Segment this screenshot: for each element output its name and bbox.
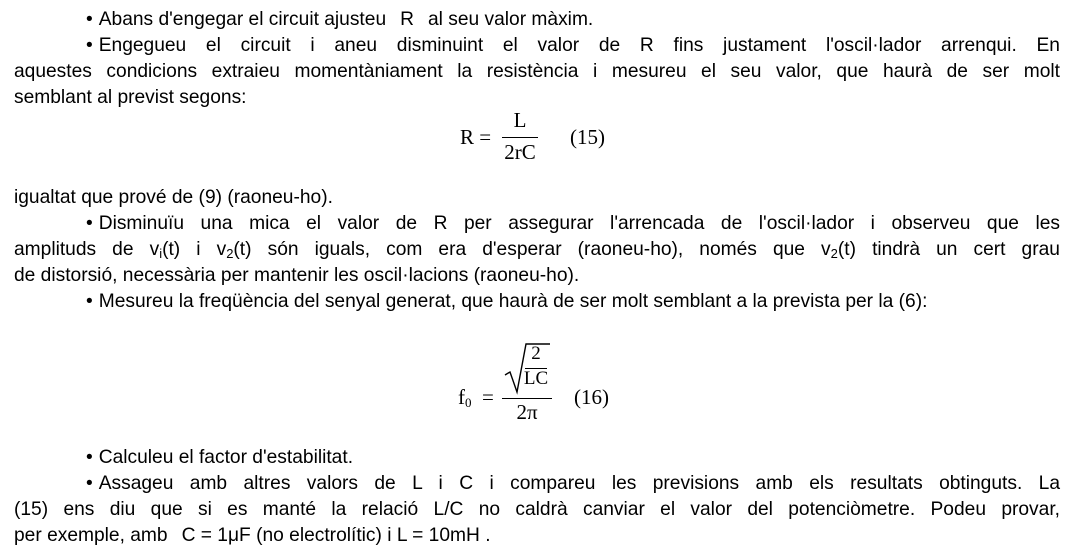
value-l: L = 10mH: [396, 525, 480, 546]
var-c: C: [459, 473, 474, 494]
paragraph-line: [14, 498, 1060, 522]
eq16-lhs: $f_0$: [458, 385, 472, 410]
paragraph-line: igualtat que prové de (9) (raoneu-ho).: [14, 187, 333, 208]
bullet-item-stability: [86, 446, 1060, 470]
text: no caldrà canviar el valor del potenciòmetre. Podeu provar,: [478, 499, 1060, 520]
text: Engegueu el circuit i aneu disminuint el valor de: [98, 35, 621, 56]
eq16-denominator: 2π: [516, 400, 538, 424]
bullet-item-adjust-r: [86, 8, 1060, 32]
paragraph-line: semblant al previst segons:: [14, 87, 247, 108]
var-l-over-c: L/C: [433, 499, 464, 520]
text: fins justament l'oscil·lador arrenqui. En: [673, 35, 1060, 56]
eq16-tag: (16): [574, 385, 609, 409]
text: amplituds de: [14, 239, 134, 260]
text: per assegurar l'arrencada de l'oscil·lador i observeu que les: [463, 213, 1060, 234]
eq15-numerator: L: [513, 108, 527, 132]
paragraph-line: de distorsió, necessària per mantenir les oscil·lacions (raoneu-ho).: [14, 265, 580, 286]
var-l: L: [412, 473, 423, 494]
bullet-item-start-circuit: [86, 34, 1060, 58]
text: Mesureu la freqüència del senyal generat, que haurà de ser molt semblant a la prevista per la (6):: [98, 291, 928, 312]
bullet-marker: •: [86, 473, 93, 494]
text: són iguals, com era d'esperar (raoneu-ho), només que: [267, 239, 805, 260]
eq16-inner-denominator: LC: [523, 368, 549, 389]
eq15-tag: (15): [570, 125, 605, 149]
text: i: [196, 239, 201, 260]
paragraph-line: aquestes condicions extraieu momentàniament la resistència i mesureu el seu valor, que haurà de ser molt: [14, 61, 1060, 82]
text: per exemple, amb: [14, 525, 168, 546]
var-vi: $v_i(t)$: [149, 239, 181, 261]
eq16-inner-numerator: 2: [531, 343, 541, 364]
text: .: [485, 525, 491, 546]
eq16-equals: =: [482, 385, 494, 409]
bullet-item-try-values: [86, 472, 1060, 496]
text: al seu valor màxim.: [427, 9, 594, 30]
text: Assageu amb altres valors de: [98, 473, 396, 494]
bullet-marker: •: [86, 213, 93, 234]
var-v2: $v_2(t)$: [216, 239, 252, 261]
var-r: R: [639, 35, 654, 56]
text: Calculeu el factor d'estabilitat.: [98, 447, 354, 468]
paragraph-line-amplitudes: [14, 238, 1060, 262]
text: tindrà un cert grau: [872, 239, 1060, 260]
var-r: R: [400, 9, 414, 30]
var-r: R: [433, 213, 448, 234]
var-v2: $v_2(t)$: [821, 239, 856, 261]
eq15-lhs: R =: [460, 125, 492, 149]
bullet-item-reduce-r: [86, 212, 1060, 236]
text: i: [438, 473, 443, 494]
text: Abans d'engegar el circuit ajusteu: [98, 9, 387, 30]
bullet-item-measure-frequency: [86, 290, 1060, 314]
bullet-marker: •: [86, 291, 93, 312]
fraction-bar: [502, 137, 538, 138]
text: i compareu les previsions amb els resultats obtinguts. La: [489, 473, 1061, 494]
text: (15) ens diu que si es manté la relació: [14, 499, 419, 520]
bullet-marker: •: [86, 9, 93, 30]
eq15-denominator: 2rC: [504, 140, 536, 164]
paragraph-line: [14, 524, 1060, 548]
value-c: C = 1μF: [181, 525, 251, 546]
bullet-marker: •: [86, 35, 93, 56]
bullet-marker: •: [86, 447, 93, 468]
text: (no electrolític) i: [256, 525, 392, 546]
text: Disminuïu una mica el valor de: [98, 213, 418, 234]
